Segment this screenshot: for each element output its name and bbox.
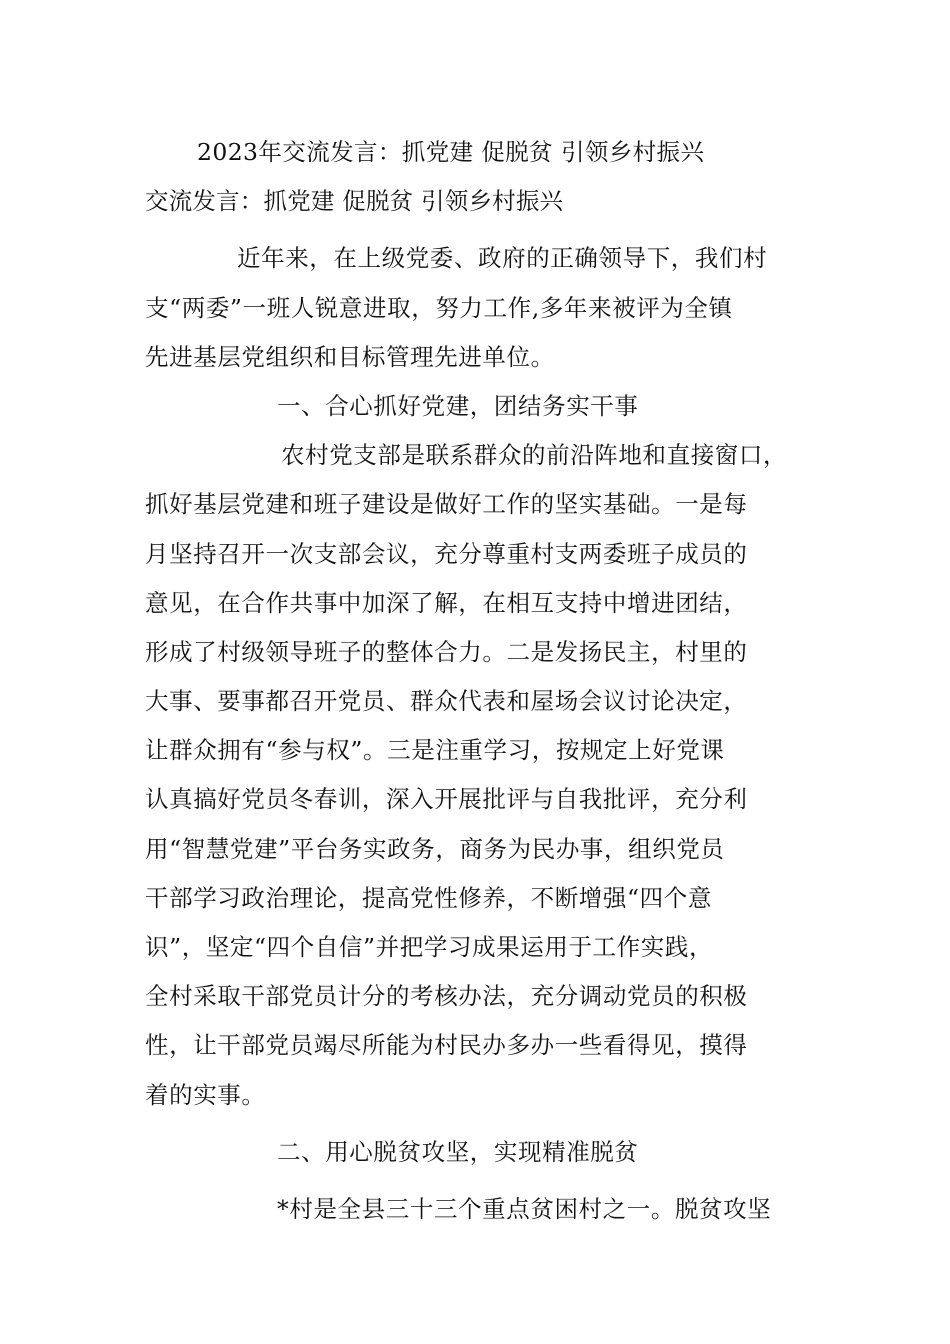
spacer [145, 1177, 815, 1185]
section2-line: *村是全县三十三个重点贫困村之一。脱贫攻坚 [277, 1194, 772, 1223]
section1-line: 认真搞好党员冬春训，深入开展批评与自我批评，充分利 [145, 785, 748, 814]
section1-line: 意见，在合作共事中加深了解，在相互支持中增进团结， [145, 588, 748, 617]
section1-line: 让群众拥有“参与权”。三是注重学习，按规定上好党课 [145, 736, 725, 765]
document-subtitle: 交流发言：抓党建 促脱贫 引领乡村振兴 [145, 187, 564, 216]
intro-line: 近年来，在上级党委、政府的正确领导下，我们村 [237, 244, 768, 273]
document-body [145, 128, 815, 1234]
spacer [145, 226, 815, 234]
intro-line: 先进基层党组织和目标管理先进单位。 [145, 342, 555, 371]
section1-line: 性，让干部党员竭尽所能为村民办多办一些看得见，摸得 [145, 1031, 748, 1060]
section1-line: 形成了村级领导班子的整体合力。二是发扬民主，村里的 [145, 637, 748, 666]
spacer [145, 1120, 815, 1128]
section1-line: 抓好基层党建和班子建设是做好工作的坚实基础。一是每 [145, 490, 748, 519]
section1-line: 识”，坚定“四个自信”并把学习成果运用于工作实践， [145, 933, 714, 961]
section1-line: 着的实事。 [145, 1080, 266, 1109]
section1-line: 全村采取干部党员计分的考核办法，充分调动党员的积极 [145, 982, 748, 1011]
document-title: 2023年交流发言：抓党建 促脱贫 引领乡村振兴 [197, 138, 705, 166]
section1-line: 大事、要事都召开党员、群众代表和屋场会议讨论决定， [145, 687, 748, 716]
section-heading-2: 二、用心脱贫攻坚，实现精准脱贫 [277, 1137, 639, 1166]
section1-line: 干部学习政治理论，提高党性修养，不断增强“四个意 [145, 883, 712, 912]
section-heading-1: 一、合心抓好党建，团结务实干事 [277, 391, 639, 420]
section1-line: 用“智慧党建”平台务实政务，商务为民办事，组织党员 [145, 834, 725, 863]
section1-line: 月坚持召开一次支部会议，充分尊重村支两委班子成员的 [145, 539, 748, 568]
intro-line: 支“两委”一班人锐意进取，努力工作,多年来被评为全镇 [145, 293, 733, 322]
section1-line: 农村党支部是联系群众的前沿阵地和直接窗口， [281, 441, 788, 470]
